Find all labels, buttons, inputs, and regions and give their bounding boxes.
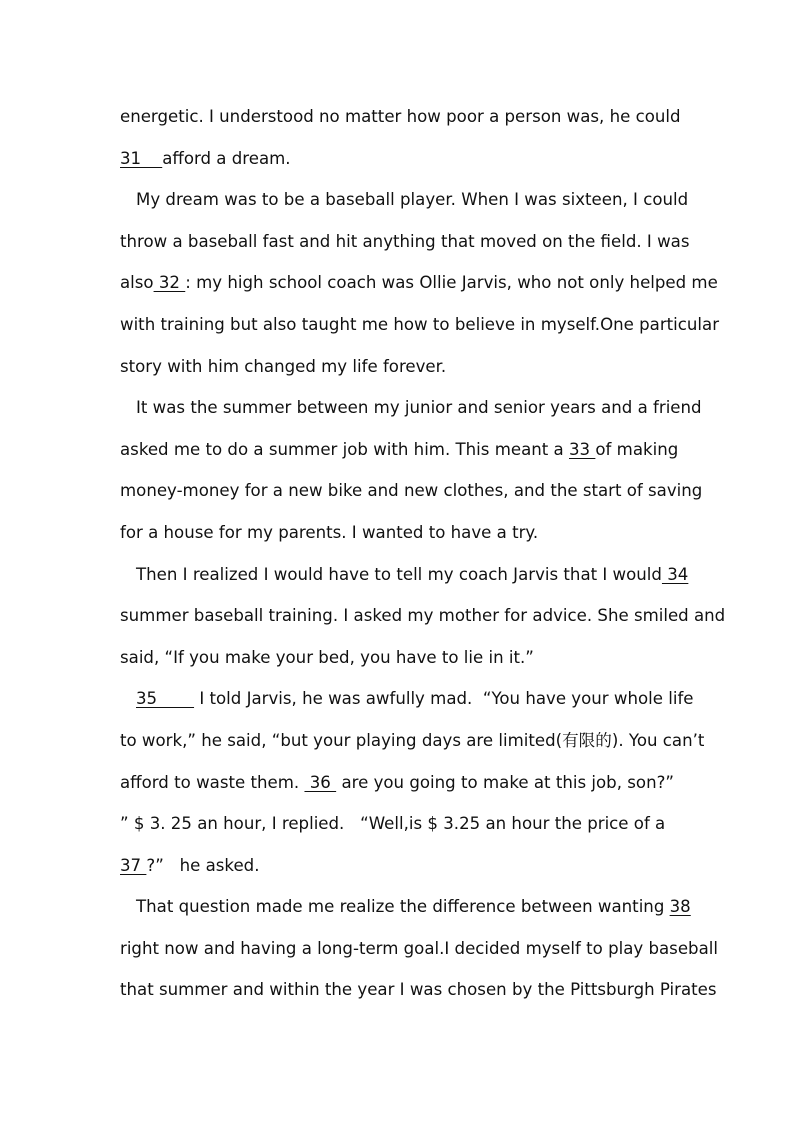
passage-line — [120, 595, 726, 637]
passage-line — [120, 429, 679, 471]
passage-text: also — [120, 273, 154, 293]
passage-line — [120, 304, 720, 346]
passage-text: energetic. I understood no matter how poor a person was, he could — [120, 107, 681, 126]
passage-line — [120, 637, 674, 679]
passage-text: with training but also taught me how to believe in myself.One particular — [120, 314, 720, 334]
passage-text: asked me to do a summer job with him. This meant a — [120, 439, 569, 459]
passage-line — [120, 96, 681, 138]
question-blank: 32 — [153, 273, 186, 293]
question-blank: 36 — [304, 772, 337, 792]
passage-text: of making — [595, 439, 679, 459]
passage-line — [120, 845, 674, 887]
passage-text: afford a dream. — [162, 148, 291, 168]
passage-text: are you going to make at this job, son?” — [336, 772, 674, 792]
passage-line — [120, 387, 702, 429]
passage-text: That question made me realize the difference between wanting — [136, 897, 670, 917]
passage-line — [120, 470, 703, 512]
passage-text: money-money for a new bike and new clothes, and the start of saving — [120, 481, 703, 501]
passage-line — [120, 720, 705, 762]
question-blank: 33 — [569, 439, 596, 459]
passage-line — [120, 346, 674, 388]
question-blank: 37 — [120, 855, 147, 875]
passage-line — [120, 179, 689, 221]
exam-passage — [120, 96, 726, 1011]
passage-text: : my high school coach was Ollie Jarvis, who not only helped me — [185, 273, 718, 293]
passage-text: ?” he asked. — [146, 855, 260, 875]
passage-text: I told Jarvis, he was awfully mad. “You have your whole life — [194, 689, 694, 709]
passage-text: that summer and within the year I was chosen by the Pittsburgh Pirates — [120, 980, 717, 1000]
passage-line — [120, 262, 718, 304]
passage-text: ” $ 3. 25 an hour, I replied. “Well,is $ 3.25 an hour the price of a — [120, 814, 666, 834]
passage-text: afford to waste them. — [120, 772, 305, 792]
passage-text: said, “If you make your bed, you have to lie in it.” — [120, 647, 534, 667]
question-blank: 35 — [136, 689, 195, 709]
passage-text: for a house for my parents. I wanted to have a try. — [120, 522, 539, 542]
passage-text: summer baseball training. I asked my mother for advice. She smiled and — [120, 606, 726, 626]
passage-line — [120, 554, 689, 596]
passage-line — [120, 512, 674, 554]
passage-text: Then I realized I would have to tell my coach Jarvis that I would — [136, 564, 662, 584]
passage-text: right now and having a long-term goal.I decided myself to play baseball — [120, 938, 718, 958]
question-blank: 31 — [120, 148, 163, 168]
passage-line — [120, 221, 690, 263]
passage-line — [120, 678, 694, 720]
question-blank: 34 — [661, 564, 689, 584]
passage-line — [120, 969, 717, 1011]
passage-line — [120, 886, 691, 928]
passage-line — [120, 138, 674, 180]
passage-line — [120, 803, 674, 845]
question-blank: 38 — [669, 897, 691, 917]
passage-text: to work,” he said, “but your playing days are limited(有限的). You can’t — [120, 730, 705, 750]
passage-text: story with him changed my life forever. — [120, 356, 447, 376]
passage-line — [120, 762, 674, 804]
passage-text: My dream was to be a baseball player. When I was sixteen, I could — [136, 190, 689, 210]
passage-text: It was the summer between my junior and senior years and a friend — [136, 398, 702, 418]
passage-line — [120, 928, 718, 970]
passage-text: throw a baseball fast and hit anything that moved on the field. I was — [120, 231, 690, 251]
